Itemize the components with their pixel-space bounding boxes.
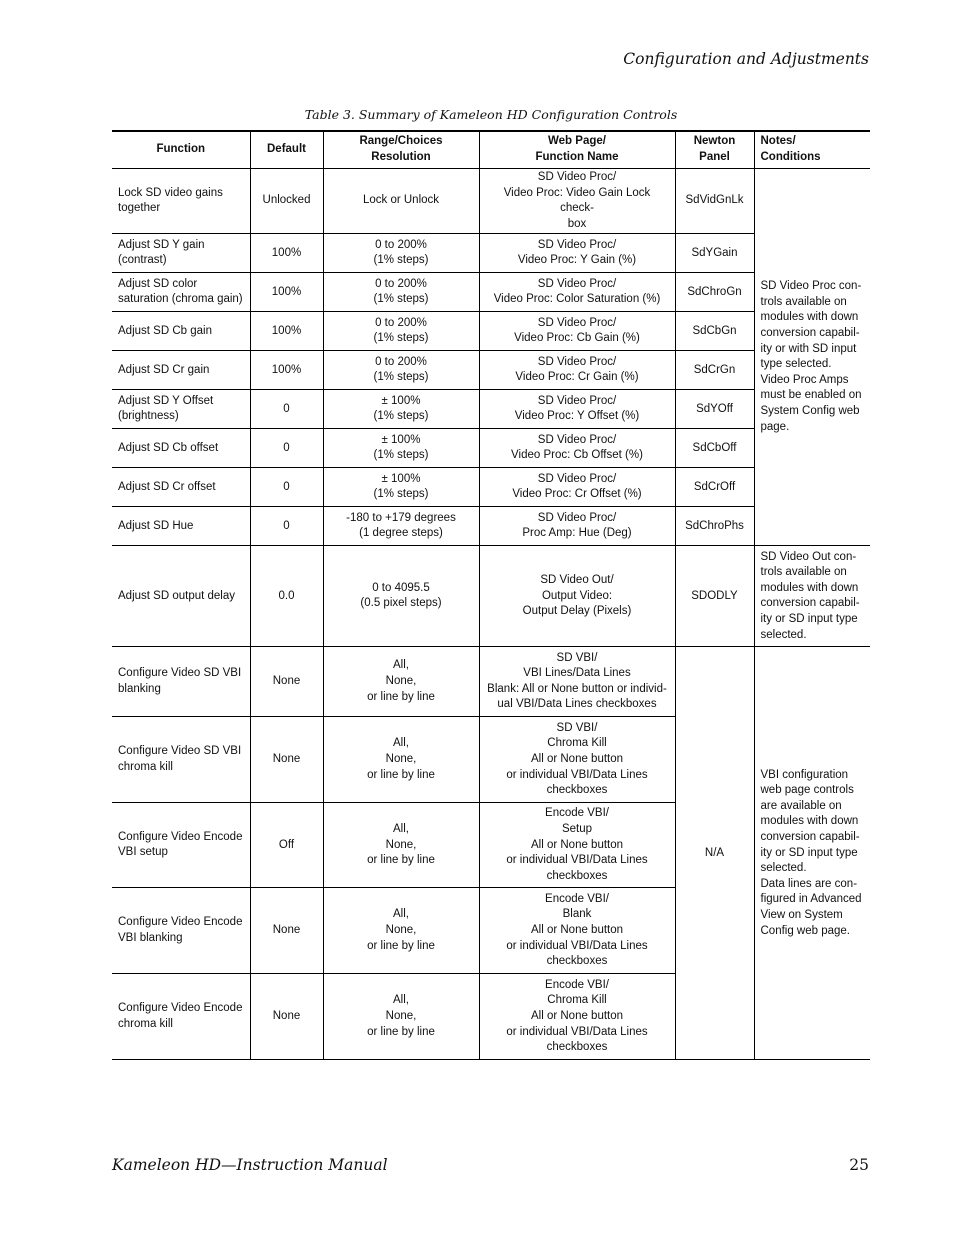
range-cell: 0 to 200% (1% steps) [323, 312, 479, 351]
default-cell: 100% [250, 351, 323, 390]
web-page-cell: SD Video Out/ Output Video: Output Delay (Pixels) [479, 546, 675, 647]
newton-panel-cell: SdCrOff [675, 468, 754, 507]
table-caption: Table 3. Summary of Kameleon HD Configuration Controls [304, 107, 678, 122]
default-cell: Off [250, 803, 323, 888]
web-page-cell: SD VBI/ VBI Lines/Data Lines Blank: All or None button or individ- ual VBI/Data Lines checkboxes [479, 647, 675, 717]
web-page-cell: SD Video Proc/ Video Proc: Y Offset (%) [479, 390, 675, 429]
configuration-table [112, 130, 870, 1060]
newton-panel-cell: SdCbOff [675, 429, 754, 468]
default-cell: 100% [250, 234, 323, 273]
range-cell: All, None, or line by line [323, 888, 479, 974]
range-cell: ± 100% (1% steps) [323, 390, 479, 429]
range-cell: Lock or Unlock [323, 169, 479, 234]
range-cell: 0 to 4095.5 (0.5 pixel steps) [323, 546, 479, 647]
web-page-cell: SD Video Proc/ Video Proc: Video Gain Lock check- box [479, 169, 675, 234]
web-page-cell: Encode VBI/ Blank All or None button or individual VBI/Data Lines checkboxes [479, 888, 675, 974]
web-page-cell: SD Video Proc/ Video Proc: Cb Gain (%) [479, 312, 675, 351]
notes-cell-video-out: SD Video Out con- trols available on modules with down conversion capabil- ity or SD input type selected. [754, 546, 870, 647]
range-cell: All, None, or line by line [323, 647, 479, 717]
range-cell: 0 to 200% (1% steps) [323, 273, 479, 312]
range-cell: 0 to 200% (1% steps) [323, 234, 479, 273]
default-cell: 100% [250, 273, 323, 312]
newton-panel-cell: SdYOff [675, 390, 754, 429]
function-cell: Adjust SD output delay [112, 546, 250, 647]
range-cell: All, None, or line by line [323, 974, 479, 1060]
running-header: Configuration and Adjustments [623, 50, 869, 68]
range-cell: ± 100% (1% steps) [323, 429, 479, 468]
function-cell: Configure Video Encode chroma kill [112, 974, 250, 1060]
column-header-range: Range/Choices Resolution [323, 131, 479, 169]
function-cell: Adjust SD Y gain (contrast) [112, 234, 250, 273]
newton-panel-cell: SDODLY [675, 546, 754, 647]
web-page-cell: SD Video Proc/ Video Proc: Color Saturation (%) [479, 273, 675, 312]
default-cell: Unlocked [250, 169, 323, 234]
function-cell: Configure Video SD VBI chroma kill [112, 717, 250, 803]
newton-panel-cell: SdChroGn [675, 273, 754, 312]
web-page-cell: Encode VBI/ Setup All or None button or individual VBI/Data Lines checkboxes [479, 803, 675, 888]
notes-cell-video-proc: SD Video Proc con- trols available on modules with down conversion capabil- ity or with SD input type selected. Video Proc Amps must be enabled on System Config web page. [754, 169, 870, 546]
newton-panel-cell: SdCrGn [675, 351, 754, 390]
range-cell: All, None, or line by line [323, 717, 479, 803]
function-cell: Adjust SD color saturation (chroma gain) [112, 273, 250, 312]
range-cell: -180 to +179 degrees (1 degree steps) [323, 507, 479, 546]
default-cell: None [250, 717, 323, 803]
web-page-cell: SD Video Proc/ Video Proc: Cr Gain (%) [479, 351, 675, 390]
web-page-cell: SD Video Proc/ Video Proc: Cr Offset (%) [479, 468, 675, 507]
column-header-newton-panel: Newton Panel [675, 131, 754, 169]
function-cell: Lock SD video gains together [112, 169, 250, 234]
default-cell: None [250, 647, 323, 717]
column-header-web-page: Web Page/ Function Name [479, 131, 675, 169]
web-page-cell: SD Video Proc/ Video Proc: Cb Offset (%) [479, 429, 675, 468]
function-cell: Adjust SD Cb offset [112, 429, 250, 468]
web-page-cell: SD Video Proc/ Video Proc: Y Gain (%) [479, 234, 675, 273]
range-cell: 0 to 200% (1% steps) [323, 351, 479, 390]
table-row [112, 546, 870, 647]
newton-panel-cell: SdCbGn [675, 312, 754, 351]
function-cell: Configure Video SD VBI blanking [112, 647, 250, 717]
default-cell: None [250, 974, 323, 1060]
web-page-cell: SD Video Proc/ Proc Amp: Hue (Deg) [479, 507, 675, 546]
table-row [112, 169, 870, 234]
range-cell: ± 100% (1% steps) [323, 468, 479, 507]
default-cell: 0 [250, 468, 323, 507]
default-cell: None [250, 888, 323, 974]
default-cell: 0 [250, 429, 323, 468]
function-cell: Configure Video Encode VBI setup [112, 803, 250, 888]
notes-cell-vbi: VBI configuration web page controls are available on modules with down conversion capabil- ity or SD input type selected. Data lines are con- figured in Advanced View on System Config web page. [754, 647, 870, 1060]
default-cell: 100% [250, 312, 323, 351]
web-page-cell: SD VBI/ Chroma Kill All or None button or individual VBI/Data Lines checkboxes [479, 717, 675, 803]
newton-panel-cell: SdVidGnLk [675, 169, 754, 234]
column-header-default: Default [250, 131, 323, 169]
column-header-function: Function [112, 131, 250, 169]
function-cell: Adjust SD Cb gain [112, 312, 250, 351]
table-header-row [112, 131, 870, 169]
page-number: 25 [849, 1156, 869, 1174]
default-cell: 0.0 [250, 546, 323, 647]
column-header-notes: Notes/ Conditions [754, 131, 870, 169]
newton-panel-cell: SdYGain [675, 234, 754, 273]
table-row [112, 647, 870, 717]
function-cell: Adjust SD Cr gain [112, 351, 250, 390]
footer-manual-title: Kameleon HD—Instruction Manual [112, 1156, 388, 1174]
range-cell: All, None, or line by line [323, 803, 479, 888]
newton-panel-cell: SdChroPhs [675, 507, 754, 546]
newton-panel-cell-vbi: N/A [675, 647, 754, 1060]
web-page-cell: Encode VBI/ Chroma Kill All or None button or individual VBI/Data Lines checkboxes [479, 974, 675, 1060]
function-cell: Configure Video Encode VBI blanking [112, 888, 250, 974]
function-cell: Adjust SD Cr offset [112, 468, 250, 507]
default-cell: 0 [250, 390, 323, 429]
function-cell: Adjust SD Y Offset (brightness) [112, 390, 250, 429]
default-cell: 0 [250, 507, 323, 546]
function-cell: Adjust SD Hue [112, 507, 250, 546]
